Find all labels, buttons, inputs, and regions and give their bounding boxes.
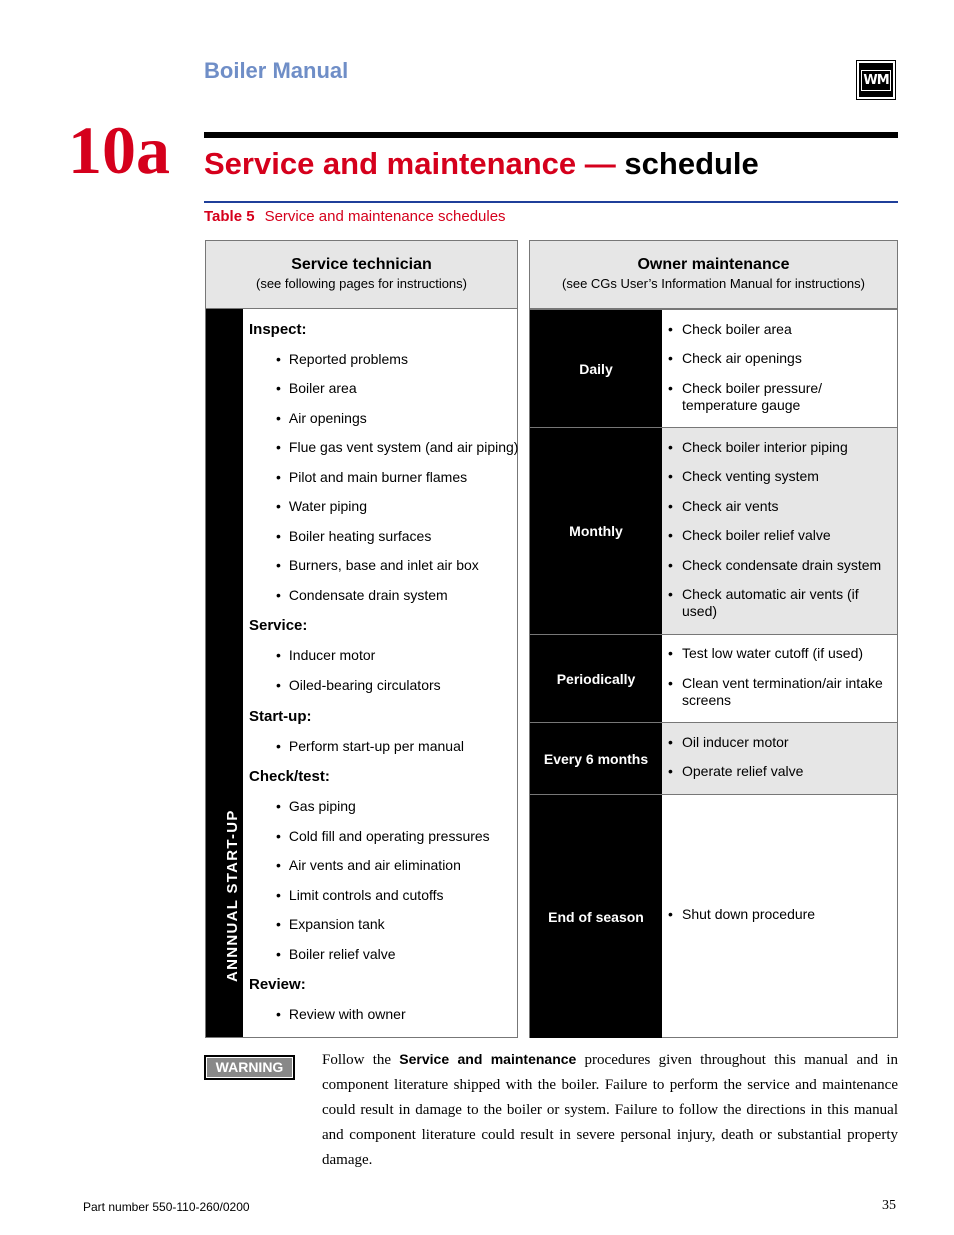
owner-item-text: Check boiler relief valve xyxy=(682,527,831,543)
technician-section-title: Start-up: xyxy=(249,708,312,725)
technician-item: • Review with owner xyxy=(276,1006,406,1022)
owner-item-list xyxy=(662,723,897,794)
owner-row xyxy=(530,427,897,634)
owner-item-text: Test low water cutoff (if used) xyxy=(682,645,864,661)
technician-item: • Cold fill and operating pressures xyxy=(276,828,490,844)
bullet-icon: • xyxy=(668,645,673,661)
annual-startup-band xyxy=(206,309,243,1037)
owner-item xyxy=(668,527,892,544)
owner-item-text: Check boiler pressure/ temperature gauge xyxy=(682,380,823,413)
bullet-icon: • xyxy=(668,468,673,484)
owner-frequency: Daily xyxy=(530,310,662,427)
technician-item: • Condensate drain system xyxy=(276,587,448,603)
owner-item-text: Operate relief valve xyxy=(682,763,804,779)
owner-item xyxy=(668,380,892,414)
bullet-icon: • xyxy=(668,321,673,337)
owner-item xyxy=(668,498,892,515)
bullet-icon: • xyxy=(668,763,673,779)
technician-item: • Inducer motor xyxy=(276,647,375,663)
owner-subheading: (see CGs User’s Information Manual for instructions) xyxy=(562,276,865,291)
technician-table xyxy=(205,240,518,1038)
technician-heading: Service technician xyxy=(291,256,432,273)
owner-item-text: Clean vent termination/air intake screens xyxy=(682,675,883,708)
owner-item xyxy=(668,645,892,662)
annual-startup-label: ANNNUAL START-UP xyxy=(224,809,241,982)
table-caption xyxy=(204,208,506,225)
owner-item xyxy=(668,468,892,485)
page-number: 35 xyxy=(882,1198,896,1213)
bullet-icon: • xyxy=(668,586,673,602)
section-title-black: schedule xyxy=(624,146,759,181)
owner-item xyxy=(668,321,892,338)
logo-text: WM xyxy=(861,70,890,91)
owner-item xyxy=(668,350,892,367)
owner-item-text: Check venting system xyxy=(682,468,819,484)
warning-text-before: Follow the xyxy=(322,1052,400,1068)
owner-item xyxy=(668,906,892,923)
owner-frequency: Monthly xyxy=(530,428,662,634)
section-title xyxy=(204,146,759,182)
warning-text-after: procedures given throughout this manual and in component literature shipped with the boiler. Failure to perform the service and maintenance could result in damage to the boiler or system. Failure to follow the directions in this manual and component literature could result in severe personal injury, death or substantial property damage. xyxy=(322,1052,899,1168)
technician-item: • Oiled-bearing circulators xyxy=(276,677,441,693)
owner-item-list xyxy=(662,635,897,722)
owner-frequency: End of season xyxy=(530,795,662,1038)
technician-section-title: Service: xyxy=(249,617,308,634)
warning-badge-label: WARNING xyxy=(206,1057,293,1078)
owner-table xyxy=(529,240,898,1038)
bullet-icon: • xyxy=(668,498,673,514)
owner-item xyxy=(668,675,892,709)
technician-section-title: Check/test: xyxy=(249,768,330,785)
bullet-icon: • xyxy=(668,557,673,573)
technician-item: • Expansion tank xyxy=(276,916,385,932)
bullet-icon: • xyxy=(668,439,673,455)
owner-item-text: Check automatic air vents (if used) xyxy=(682,586,859,619)
technician-item: • Reported problems xyxy=(276,351,408,367)
owner-item-text: Check boiler area xyxy=(682,321,792,337)
owner-item xyxy=(668,557,892,574)
technician-item: • Boiler area xyxy=(276,380,357,396)
technician-item: • Water piping xyxy=(276,498,367,514)
warning-text xyxy=(322,1047,898,1173)
owner-frequency: Periodically xyxy=(530,635,662,722)
owner-item xyxy=(668,734,892,751)
owner-item-text: Check boiler interior piping xyxy=(682,439,848,455)
owner-item xyxy=(668,439,892,456)
top-rule xyxy=(204,132,898,138)
owner-header xyxy=(530,241,897,309)
manual-title: Boiler Manual xyxy=(204,58,349,83)
technician-item: • Flue gas vent system (and air piping) xyxy=(276,439,518,455)
bullet-icon: • xyxy=(668,906,673,922)
table-caption-text: Service and maintenance schedules xyxy=(264,208,506,225)
owner-item-text: Oil inducer motor xyxy=(682,734,789,750)
bullet-icon: • xyxy=(668,527,673,543)
technician-item: • Pilot and main burner flames xyxy=(276,469,467,485)
technician-item: • Boiler relief valve xyxy=(276,946,396,962)
technician-item: • Limit controls and cutoffs xyxy=(276,887,444,903)
technician-item: • Gas piping xyxy=(276,798,356,814)
technician-item: • Perform start-up per manual xyxy=(276,738,464,754)
owner-item-text: Check condensate drain system xyxy=(682,557,882,573)
bullet-icon: • xyxy=(668,675,673,691)
owner-item-text: Shut down procedure xyxy=(682,906,816,922)
technician-list xyxy=(249,309,517,1037)
technician-item: • Air vents and air elimination xyxy=(276,857,461,873)
owner-item-text: Check air openings xyxy=(682,350,802,366)
bullet-icon: • xyxy=(668,350,673,366)
section-number: 10a xyxy=(68,112,170,188)
owner-item-list xyxy=(662,310,897,427)
technician-item: • Boiler heating surfaces xyxy=(276,528,431,544)
owner-row xyxy=(530,634,897,722)
owner-heading: Owner maintenance xyxy=(637,256,790,273)
technician-item: • Burners, base and inlet air box xyxy=(276,557,479,573)
owner-row xyxy=(530,309,897,427)
bullet-icon: • xyxy=(668,380,673,396)
title-rule xyxy=(204,201,898,203)
owner-item-list xyxy=(662,795,897,1038)
warning-text-bold: Service and maintenance xyxy=(399,1051,577,1067)
owner-frequency: Every 6 months xyxy=(530,723,662,794)
technician-item: • Air openings xyxy=(276,410,367,426)
brand-logo xyxy=(856,60,896,100)
technician-section-title: Inspect: xyxy=(249,321,307,338)
table-caption-label: Table 5 xyxy=(204,208,255,225)
owner-item-text: Check air vents xyxy=(682,498,779,514)
owner-item-list xyxy=(662,428,897,634)
owner-item xyxy=(668,586,892,620)
bullet-icon: • xyxy=(668,734,673,750)
section-title-red: Service and maintenance — xyxy=(204,146,625,181)
owner-row xyxy=(530,794,897,1038)
owner-row xyxy=(530,722,897,794)
technician-header xyxy=(206,241,517,309)
technician-section-title: Review: xyxy=(249,976,306,993)
owner-item xyxy=(668,763,892,780)
part-number: Part number 550-110-260/0200 xyxy=(83,1200,250,1214)
warning-badge xyxy=(204,1055,295,1080)
technician-subheading: (see following pages for instructions) xyxy=(256,276,467,291)
